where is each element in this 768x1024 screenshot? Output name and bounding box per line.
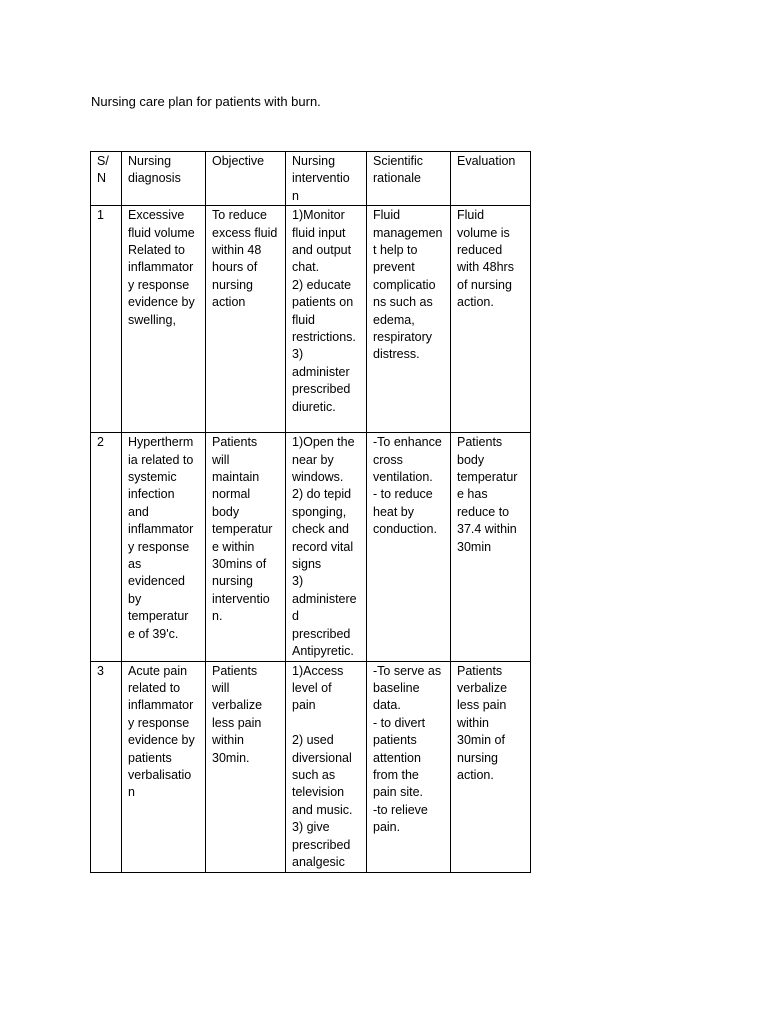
cell-scientific-rationale: Fluid managemen t help to prevent complicatio ns such as edema, respiratory distress. xyxy=(367,206,451,433)
cell-evaluation: Patients body temperatur e has reduce to 37.4 within 30min xyxy=(451,433,531,661)
header-nursing-intervention: Nursing interventio n xyxy=(286,152,367,206)
cell-objective: Patients will maintain normal body temperatur e within 30mins of nursing interventio n. xyxy=(206,433,286,661)
cell-nursing-intervention: 1)Open the near by windows. 2) do tepid sponging, check and record vital signs 3) administere d prescribed Antipyretic. xyxy=(286,433,367,661)
cell-sn: 3 xyxy=(91,661,122,872)
header-evaluation: Evaluation xyxy=(451,152,531,206)
cell-nursing-intervention: 1)Access level of pain 2) used diversional such as television and music. 3) give prescribed analgesic xyxy=(286,661,367,872)
header-nursing-diagnosis: Nursing diagnosis xyxy=(122,152,206,206)
table-row xyxy=(91,661,531,872)
cell-nursing-intervention: 1)Monitor fluid input and output chat. 2) educate patients on fluid restrictions. 3) administer prescribed diuretic. xyxy=(286,206,367,433)
header-objective: Objective xyxy=(206,152,286,206)
cell-objective: Patients will verbalize less pain within 30min. xyxy=(206,661,286,872)
cell-evaluation: Patients verbalize less pain within 30min of nursing action. xyxy=(451,661,531,872)
table-row xyxy=(91,206,531,433)
page-title: Nursing care plan for patients with burn. xyxy=(91,94,321,109)
cell-scientific-rationale: -To serve as baseline data. - to divert patients attention from the pain site. -to relieve pain. xyxy=(367,661,451,872)
cell-sn: 2 xyxy=(91,433,122,661)
cell-objective: To reduce excess fluid within 48 hours of nursing action xyxy=(206,206,286,433)
header-sn: S/ N xyxy=(91,152,122,206)
cell-nursing-diagnosis: Hypertherm ia related to systemic infection and inflammator y response as evidenced by temperatur e of 39'c. xyxy=(122,433,206,661)
table-header-row xyxy=(91,152,531,206)
nursing-care-plan-table xyxy=(90,151,531,873)
cell-nursing-diagnosis: Acute pain related to inflammator y response evidence by patients verbalisatio n xyxy=(122,661,206,872)
cell-scientific-rationale: -To enhance cross ventilation. - to reduce heat by conduction. xyxy=(367,433,451,661)
header-scientific-rationale: Scientific rationale xyxy=(367,152,451,206)
table-row xyxy=(91,433,531,661)
cell-evaluation: Fluid volume is reduced with 48hrs of nursing action. xyxy=(451,206,531,433)
cell-nursing-diagnosis: Excessive fluid volume Related to inflammator y response evidence by swelling, xyxy=(122,206,206,433)
cell-sn: 1 xyxy=(91,206,122,433)
